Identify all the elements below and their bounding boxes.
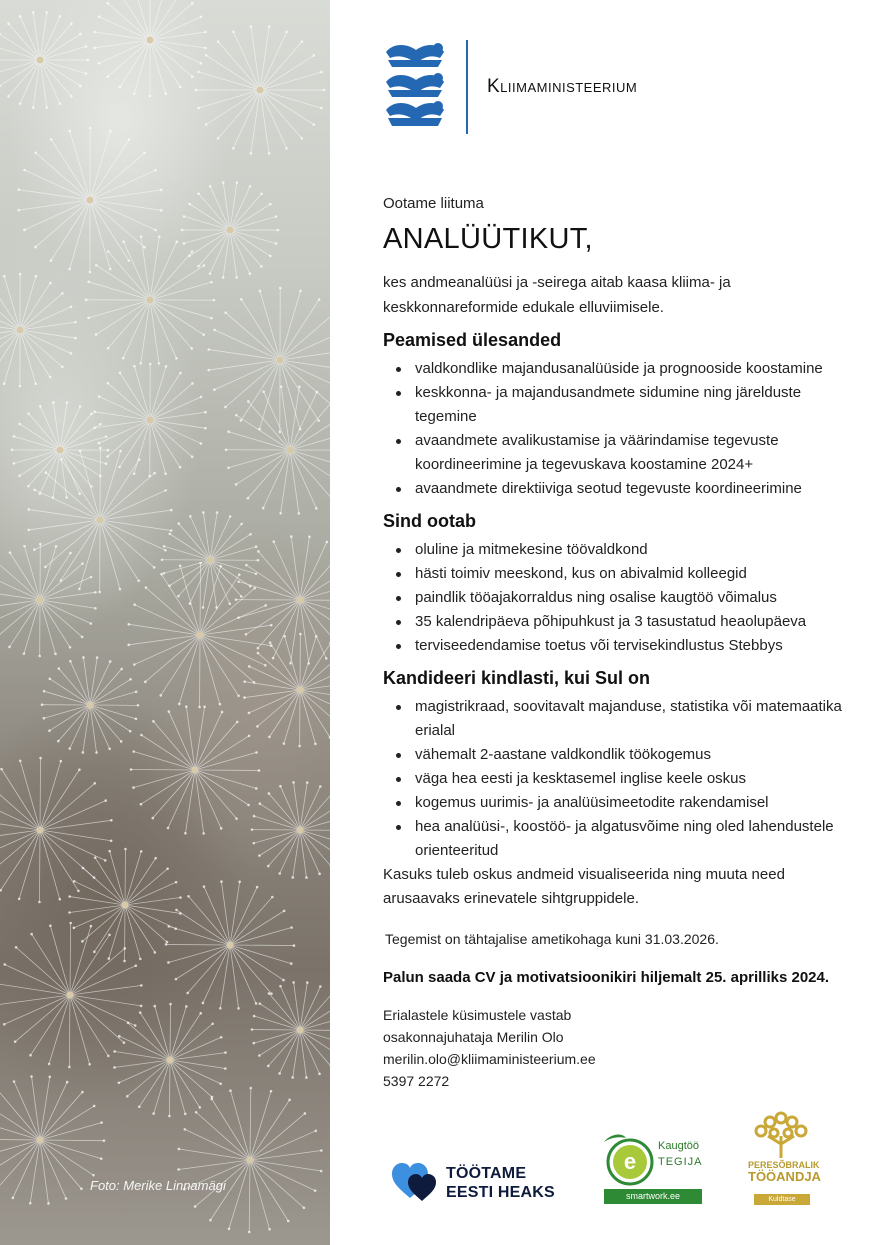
- section-title-requirements: Kandideeri kindlasti, kui Sul on: [383, 668, 651, 688]
- list-item: paindlik tööajakorraldus ning osalise kaugtöö võimalus: [383, 586, 853, 610]
- tasks-list: [383, 357, 853, 501]
- contact-email[interactable]: merilin.olo@kliimaministeerium.ee: [383, 1051, 596, 1067]
- bonus-text: Kasuks tuleb oskus andmeid visualiseerida ning muuta need arusaavaks erinevatele sihtgruppidele.: [383, 866, 785, 907]
- contact-block: [383, 1004, 853, 1092]
- list-item: terviseedendamise toetus või tervisekindlustus Stebbys: [383, 634, 853, 658]
- peresobralik-tooandja-logo: [748, 1110, 821, 1206]
- requirements-list: [383, 695, 853, 863]
- tree-icon: [748, 1110, 814, 1160]
- list-item: oluline ja mitmekesine töövaldkond: [383, 538, 853, 562]
- tootame-line2: EESTI HEAKS: [446, 1184, 555, 1201]
- list-item: keskkonna- ja majandusandmete sidumine ning järelduste tegemine: [383, 381, 853, 429]
- list-item: magistrikraad, soovitavalt majanduse, statistika või matemaatika erialal: [383, 695, 853, 743]
- pere-line1: PERESÕBRALIK: [748, 1160, 820, 1170]
- kaugtoo-tegija-logo: [596, 1132, 706, 1206]
- list-item: hea analüüsi-, koostöö- ja algatusvõime ning oled lahendustele orienteeritud: [383, 815, 853, 863]
- ministry-logo: [382, 40, 682, 136]
- coat-of-arms-icon: [382, 40, 448, 130]
- job-ad-content: [383, 195, 853, 1092]
- tootame-line1: TÖÖTAME: [446, 1165, 527, 1182]
- list-item: vähemalt 2-aastane valdkondlik töökogemus: [383, 743, 853, 767]
- list-item: väga hea eesti ja kesktasemel inglise keele oskus: [383, 767, 853, 791]
- contact-line: Erialastele küsimustele vastab: [383, 1007, 572, 1023]
- list-item: hästi toimiv meeskond, kus on abivalmid kolleegid: [383, 562, 853, 586]
- tootame-eesti-heaks-logo: [392, 1160, 572, 1204]
- pere-badge: Kuldtase: [754, 1194, 810, 1205]
- kaugtoo-sub: TEGIJA: [658, 1156, 703, 1168]
- ministry-name: Kliimaministeerium: [487, 76, 638, 97]
- kaugtoo-site: smartwork.ee: [604, 1189, 702, 1204]
- list-item: 35 kalendripäeva põhipuhkust ja 3 tasustatud heaolupäeva: [383, 610, 853, 634]
- dandelion-photo: [0, 0, 330, 1245]
- kaugtoo-title: Kaugtöö: [658, 1140, 699, 1152]
- section-title-offer: Sind ootab: [383, 511, 476, 531]
- pere-text: [748, 1160, 821, 1184]
- photo-credit: Foto: Merike Linnamägi: [90, 1178, 226, 1193]
- offer-list: [383, 538, 853, 658]
- e-leaf-icon: [596, 1132, 656, 1188]
- svg-text:e: e: [623, 1149, 637, 1174]
- list-item: kogemus uurimis- ja analüüsimeetodite rakendamisel: [383, 791, 853, 815]
- heart-icon: [392, 1162, 438, 1202]
- list-item: avaandmete direktiiviga seotud tegevuste koordineerimine: [383, 477, 853, 501]
- pere-line2: TÖÖANDJA: [748, 1169, 821, 1184]
- list-item: valdkondlike majandusanalüüside ja prognooside koostamine: [383, 357, 853, 381]
- tootame-text: [446, 1164, 555, 1202]
- contact-phone[interactable]: 5397 2272: [383, 1073, 450, 1089]
- term-text: Tegemist on tähtajalise ametikohaga kuni 31.03.2026.: [385, 931, 719, 947]
- contact-person: osakonnajuhataja Merilin Olo: [383, 1029, 564, 1045]
- lead-text: kes andmeanalüüsi ja -seirega aitab kaasa kliima- ja keskkonnareformide edukale elluviimisele.: [383, 274, 731, 316]
- intro-text: Ootame liituma: [383, 195, 484, 212]
- dandelion-seeds-illustration: [0, 0, 330, 1245]
- logo-divider: [466, 40, 468, 134]
- list-item: avaandmete avalikustamise ja väärindamise tegevuste koordineerimine ja tegevuskava koostamine 2024+: [383, 429, 853, 477]
- section-title-tasks: Peamised ülesanded: [383, 330, 562, 350]
- application-deadline: Palun saada CV ja motivatsioonikiri hiljemalt 25. aprilliks 2024.: [383, 969, 830, 986]
- job-title: ANALÜÜTIKUT,: [383, 223, 593, 255]
